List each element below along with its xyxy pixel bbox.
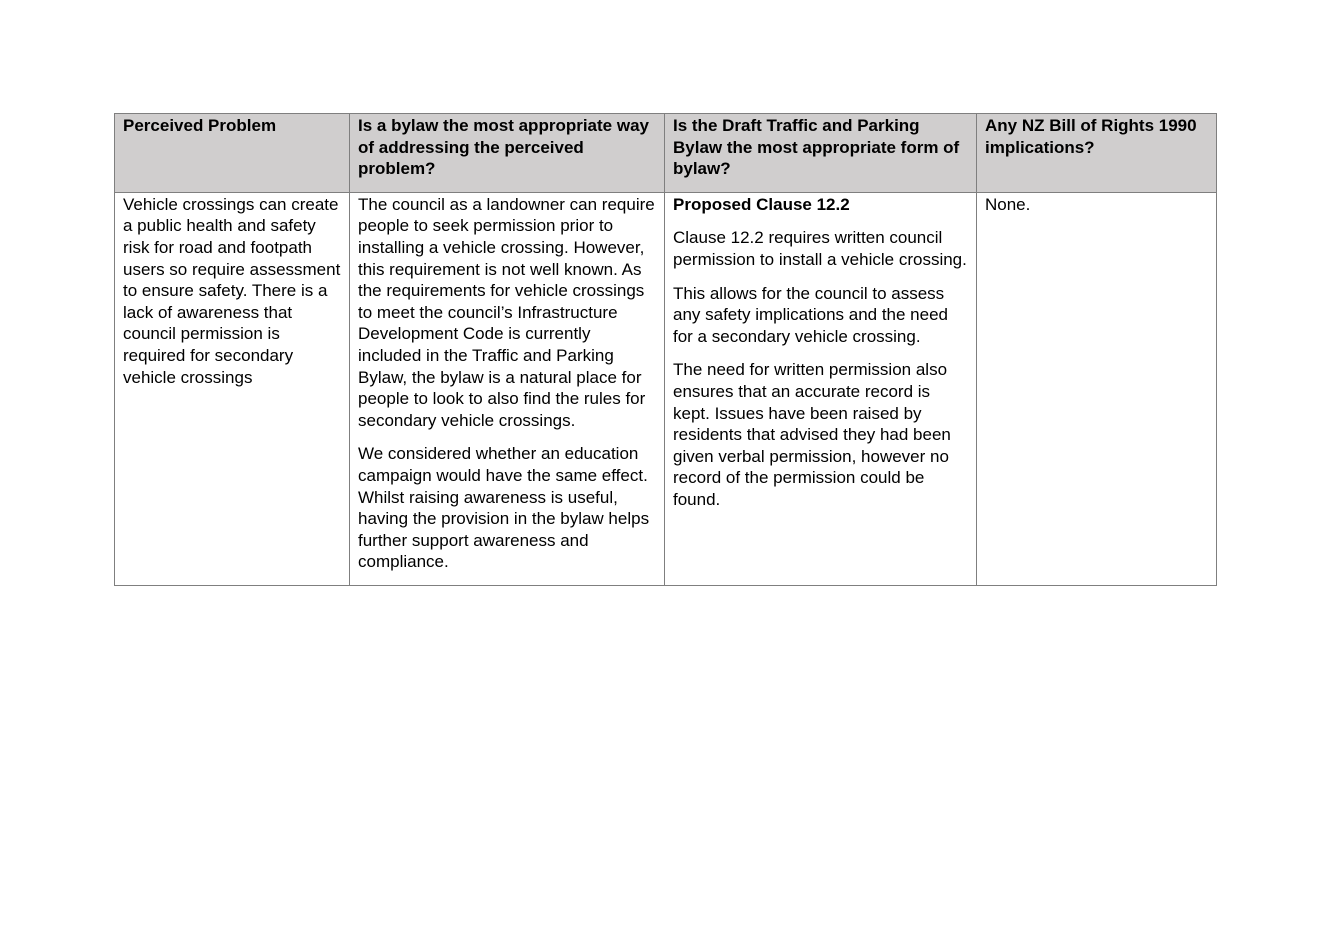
bylaw-form-paragraph-2: This allows for the council to assess any safety implications and the need for a secondary vehicle crossing. <box>673 283 949 346</box>
bylaw-form-paragraph-3: The need for written permission also ensures that an accurate record is kept. Issues have been raised by residents that advised they had been given verbal permission, however no record of the permission could be found. <box>673 360 951 509</box>
header-perceived-problem: Perceived Problem <box>115 114 350 193</box>
cell-bylaw-form <box>665 192 977 585</box>
bylaw-form-paragraph-1: Clause 12.2 requires written council permission to install a vehicle crossing. <box>673 228 967 269</box>
cell-bylaw-appropriate <box>350 192 665 585</box>
bylaw-appropriate-paragraph-1: The council as a landowner can require people to seek permission prior to installing a vehicle crossing. However, this requirement is not well known. As the requirements for vehicle crossings to meet the council’s Infrastructure Development Code is currently included in the Traffic and Parking Bylaw, the bylaw is a natural place for people to look to also find the rules for secondary vehicle crossings. <box>358 194 655 430</box>
bylaw-appropriate-paragraph-2: We considered whether an education campaign would have the same effect. Whilst raising awareness is useful, having the provision in the bylaw helps further support awareness and compliance. <box>358 444 650 572</box>
header-bylaw-form: Is the Draft Traffic and Parking Bylaw the most appropriate form of bylaw? <box>665 114 977 193</box>
cell-perceived-problem <box>115 192 350 585</box>
proposed-clause-heading: Proposed Clause 12.2 <box>673 194 850 214</box>
perceived-problem-text: Vehicle crossings can create a public health and safety risk for road and footpath users so require assessment to ensure safety. There is a lack of awareness that council permission is required for secondary vehicle crossings <box>123 194 341 387</box>
bylaw-assessment-table <box>114 113 1217 586</box>
header-bill-of-rights: Any NZ Bill of Rights 1990 implications? <box>977 114 1217 193</box>
table-row <box>115 192 1217 585</box>
table-header-row <box>115 114 1217 193</box>
cell-bill-of-rights <box>977 192 1217 585</box>
header-bylaw-appropriate: Is a bylaw the most appropriate way of addressing the perceived problem? <box>350 114 665 193</box>
bill-of-rights-text: None. <box>985 194 1031 214</box>
